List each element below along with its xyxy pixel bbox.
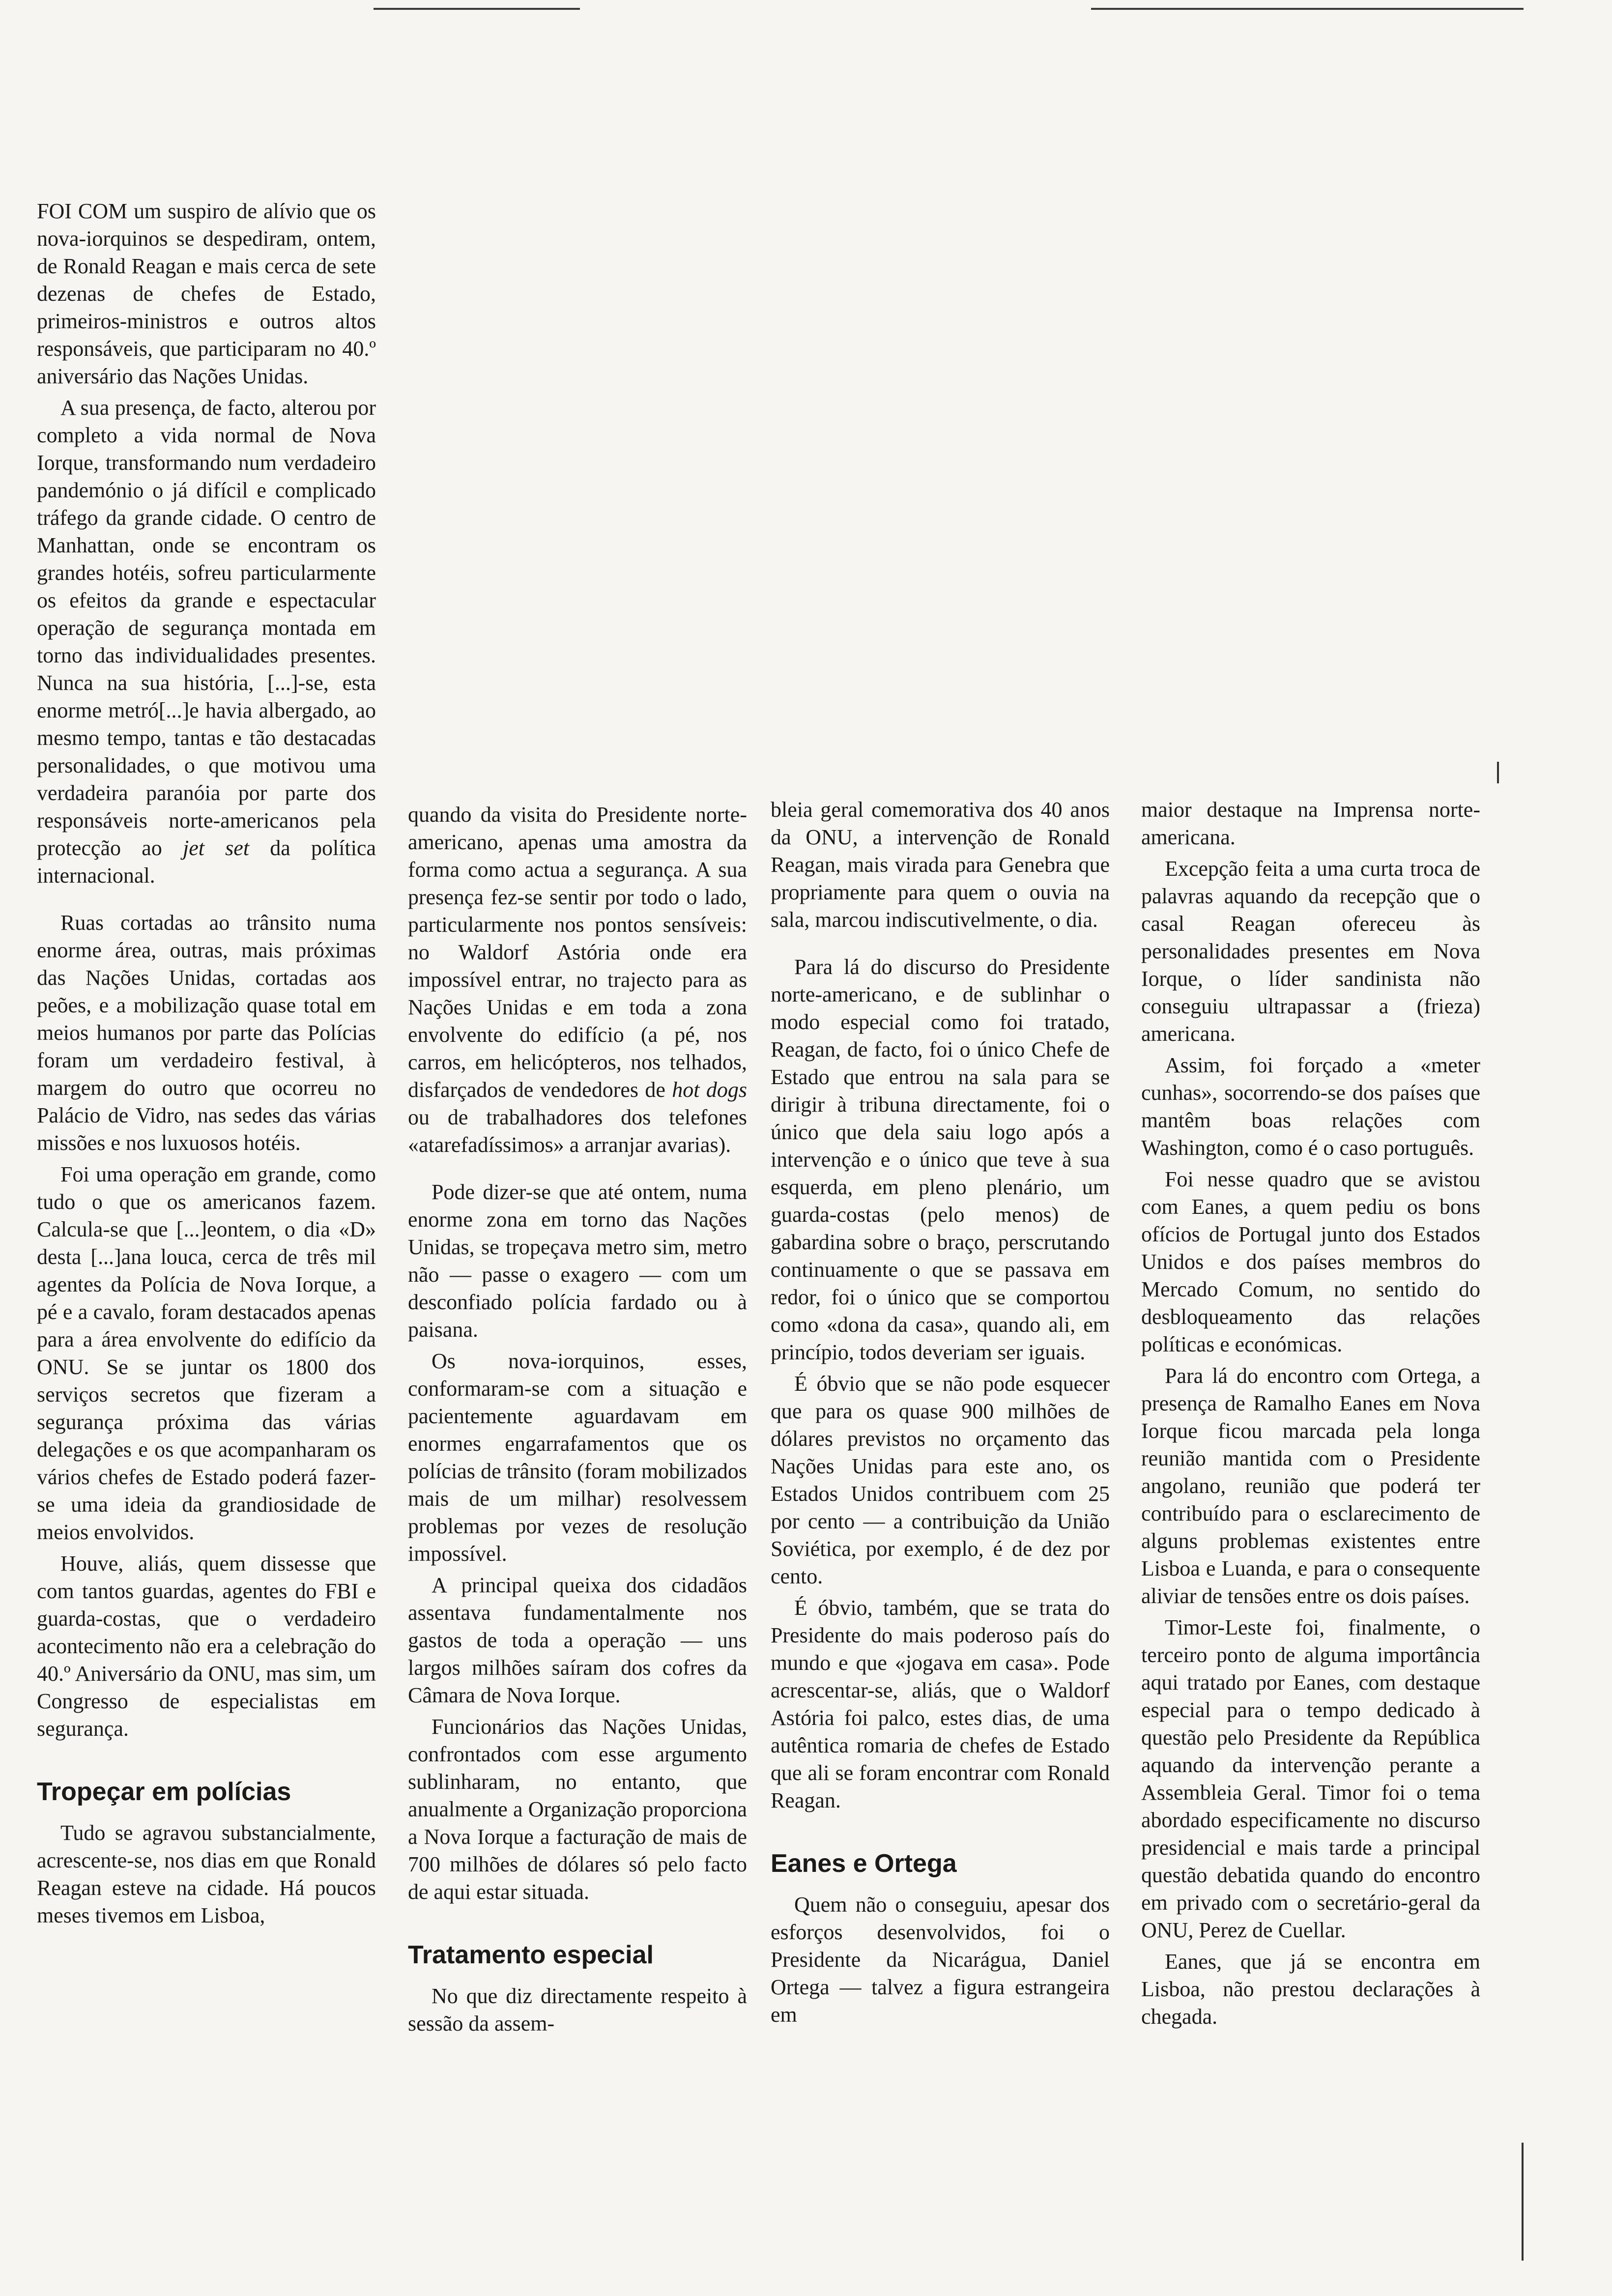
paragraph: No que diz directamente respeito à sessão da assem- — [408, 1984, 747, 2036]
article-column-4 — [1141, 796, 1480, 2035]
section-heading: Eanes e Ortega — [771, 1849, 957, 1878]
top-rule-right — [1091, 8, 1524, 10]
paragraph: Foi nesse quadro que se avistou com Eanes, a quem pediu os bons ofícios de Portugal junto dos Estados Unidos e dos países membros do Mercado Comum, no sentido do desbloqueamento das relações políticas e económicas. — [1141, 1167, 1480, 1356]
paragraph: A principal queixa dos cidadãos assentava fundamentalmente nos gastos de toda a operação — uns largos milhões saíram dos cofres da Câmara de Nova Iorque. — [408, 1573, 747, 1707]
paragraph: A sua presença, de facto, alterou por completo a vida normal de Nova Iorque, transformando num verdadeiro pandemónio o já difícil e complicado tráfego da grande cidade. O centro de Manhattan, onde se encontram os grandes hotéis, sofreu particularmente os efeitos da grande e espectacular operação de segurança montada em torno das individualidades presentes. Nunca na sua história, [...]-se, esta enorme metró[...]e havia albergado, ao mesmo tempo, tantas e tão destacadas personalidades, o que motivou uma verdadeira paranóia por parte dos responsáveis norte-americanos pela protecção ao jet set da política internacional. — [37, 396, 376, 888]
paragraph: Excepção feita a uma curta troca de palavras aquando da recepção que o casal Reagan ofereceu às personalidades presentes em Nova Iorque, o líder sandinista não conseguiu ultrapassar a (frieza) americana. — [1141, 857, 1480, 1046]
paragraph: Os nova-iorquinos, esses, conformaram-se com a situação e pacientemente aguardavam em enormes engarrafamentos que os polícias de trânsito (foram mobilizados mais de um milhar) resolvessem problemas por vezes de resolução impossível. — [408, 1349, 747, 1566]
italic-term: jet set — [182, 836, 250, 860]
paragraph: quando da visita do Presidente norte-americano, apenas uma amostra da forma como actua a segurança. A sua presença fez-se sentir por todo o lado, particularmente nos pontos sensíveis: no Waldorf Astória onde era impossível entrar, no trajecto para as Nações Unidas e em toda a zona envolvente do edifício (a pé, nos carros, em helicópteros, nos telhados, disfarçados de vendedores de hot dogs ou de trabalhadores dos telefones «atarefadíssimos» a arranjar avarias). — [408, 803, 747, 1157]
margin-mark-top — [1497, 762, 1499, 783]
italic-term: hot dogs — [672, 1078, 747, 1102]
top-rule-left — [374, 8, 580, 10]
paragraph: Houve, aliás, quem dissesse que com tantos guardas, agentes do FBI e guarda-costas, que o verdadeiro acontecimento não era a celebração do 40.º Aniversário da ONU, mas sim, um Congresso de especialistas em segurança. — [37, 1551, 376, 1741]
paragraph: Assim, foi forçado a «meter cunhas», socorrendo-se dos países que mantêm boas relações com Washington, como é o caso português. — [1141, 1053, 1480, 1160]
article-column-3 — [771, 796, 1110, 2033]
paragraph: Funcionários das Nações Unidas, confrontados com esse argumento sublinharam, no entanto, que anualmente a Organização proporciona a Nova Iorque a facturação de mais de 700 milhões de dólares só pelo facto de aqui estar situada. — [408, 1715, 747, 1904]
paragraph: Foi uma operação em grande, como tudo o que os americanos fazem. Calcula-se que [...]eontem, o dia «D» desta [...]ana louca, cerca de três mil agentes da Polícia de Nova Iorque, a pé e a cavalo, foram destacados apenas para a área envolvente do edifício da ONU. Se se juntar os 1800 dos serviços secretos que fizeram a segurança próxima das várias delegações e os que acompanharam os vários chefes de Estado poderá fazer-se uma ideia da grandiosidade de meios envolvidos. — [37, 1162, 376, 1544]
paragraph: É óbvio, também, que se trata do Presidente do mais poderoso país do mundo e que «jogava em casa». Pode acrescentar-se, aliás, que o Waldorf Astória foi palco, estes dias, de uma autêntica romaria de chefes de Estado que ali se foram encontrar com Ronald Reagan. — [771, 1596, 1110, 1812]
paragraph: Quem não o conseguiu, apesar dos esforços desenvolvidos, foi o Presidente da Nicarágua, Daniel Ortega — talvez a figura estrangeira em — [771, 1893, 1110, 2027]
section-heading: Tropeçar em polícias — [37, 1778, 291, 1806]
article-column-1 — [37, 198, 376, 1933]
paragraph: Timor-Leste foi, finalmente, o terceiro ponto de alguma importância aqui tratado por Eanes, com destaque especial para o tempo dedicado à questão pelo Presidente da República aquando da intervenção perante a Assembleia Geral. Timor foi o tema abordado especificamente no discurso presidencial e mais tarde a principal questão debatida quando do encontro em privado com o secretário-geral da ONU, Perez de Cuellar. — [1141, 1615, 1480, 1942]
margin-mark-bottom — [1522, 2143, 1524, 2261]
paragraph: Para lá do encontro com Ortega, a presença de Ramalho Eanes em Nova Iorque ficou marcada pela longa reunião mantida com o Presidente angolano, reunião que poderá ter contribuído para o esclarecimento de alguns problemas existentes entre Lisboa e Luanda, e para o consequente aliviar de tensões entre os dois países. — [1141, 1364, 1480, 1608]
paragraph: Pode dizer-se que até ontem, numa enorme zona em torno das Nações Unidas, se tropeçava metro sim, metro não — passe o exagero — com um desconfiado polícia fardado ou à paisana. — [408, 1180, 747, 1342]
paragraph: Eanes, que já se encontra em Lisboa, não prestou declarações à chegada. — [1141, 1950, 1480, 2029]
paragraph: Ruas cortadas ao trânsito numa enorme área, outras, mais próximas das Nações Unidas, cortadas aos peões, e a mobilização quase total em meios humanos por parte das Polícias foram um verdadeiro festival, à margem do outro que ocorreu no Palácio de Vidro, nas sedes das várias missões e nos luxuosos hotéis. — [37, 911, 376, 1155]
article-column-2 — [408, 801, 747, 2041]
section-heading: Tratamento especial — [408, 1941, 654, 1969]
paragraph: Tudo se agravou substancialmente, acrescente-se, nos dias em que Ronald Reagan esteve na cidade. Há poucos meses tivemos em Lisboa, — [37, 1821, 376, 1927]
paragraph: Para lá do discurso do Presidente norte-americano, e de sublinhar o modo especial como foi tratado, Reagan, de facto, foi o único Chefe de Estado que entrou na sala para se dirigir à tribuna directamente, foi o único que dela saiu logo após a intervenção e o único que teve à sua esquerda, em pleno plenário, um guarda-costas (pelo menos) de gabardina sobre o braço, perscrutando continuamente o que se passava em redor, foi o único que se comportou como «dona da casa», quando ali, em princípio, todos deveriam ser iguais. — [771, 955, 1110, 1364]
lead-paragraph: FOI COM um suspiro de alívio que os nova-iorquinos se despediram, ontem, de Ronald Reagan e mais cerca de sete dezenas de chefes de Estado, primeiros-ministros e outros altos responsáveis, que participaram no 40.º aniversário das Nações Unidas. — [37, 199, 376, 388]
paragraph: bleia geral comemorativa dos 40 anos da ONU, a intervenção de Ronald Reagan, mais virada para Genebra que propriamente para quem o ouvia na sala, marcou indiscutivelmente, o dia. — [771, 798, 1110, 932]
paragraph: É óbvio que se não pode esquecer que para os quase 900 milhões de dólares previstos no orçamento das Nações Unidas para este ano, os Estados Unidos contribuem com 25 por cento — a contribuição da União Soviética, por exemplo, é de dez por cento. — [771, 1372, 1110, 1588]
paragraph: maior destaque na Imprensa norte-americana. — [1141, 798, 1480, 849]
